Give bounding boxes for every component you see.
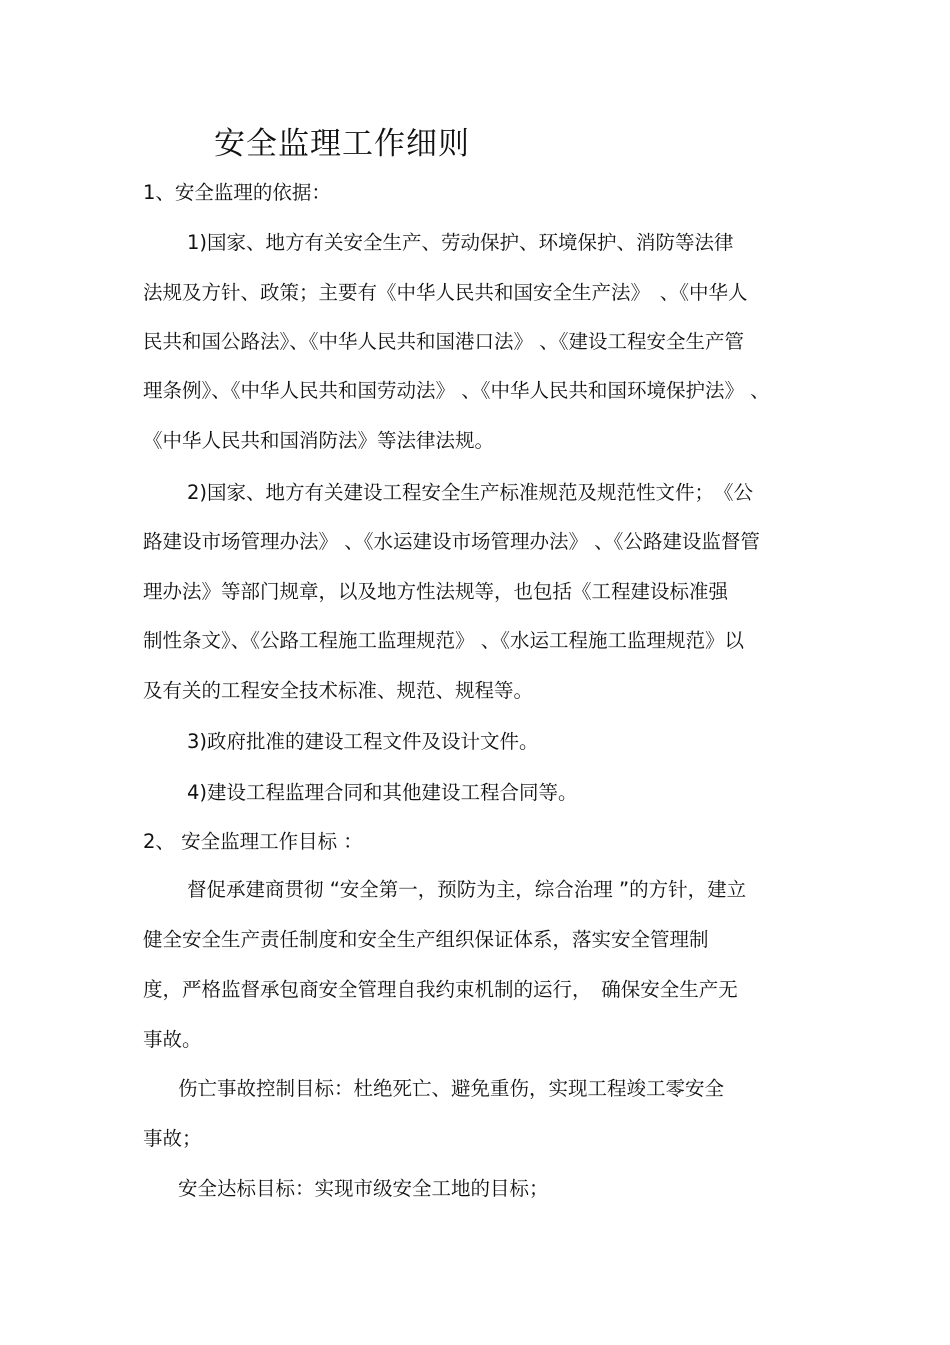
- paragraph-line: 制性条文》、《公路工程施工监理规范》 、《水运工程施工监理规范》以: [143, 629, 744, 652]
- paragraph-line: 度，严格监督承包商安全管理自我约束机制的运行， 确保安全生产无: [143, 978, 738, 1001]
- section-heading-2: 2、 安全监理工作目标 ：: [143, 830, 363, 853]
- paragraph-line: 《中华人民共和国消防法》等法律法规。: [143, 429, 495, 452]
- paragraph-line: 安全达标目标：实现市级安全工地的目标；: [178, 1177, 549, 1200]
- paragraph-line: 4)建设工程监理合同和其他建设工程合同等。: [187, 781, 578, 804]
- paragraph-line: 理办法》等部门规章，以及地方性法规等，也包括《工程建设标准强: [143, 580, 729, 603]
- paragraph-line: 健全安全生产责任制度和安全生产组织保证体系，落实安全管理制: [143, 928, 709, 951]
- paragraph-line: 2)国家、地方有关建设工程安全生产标准规范及规范性文件； 《公: [187, 481, 754, 504]
- document-title: 安全监理工作细则: [214, 126, 470, 162]
- paragraph-line: 民共和国公路法》、《中华人民共和国港口法》 、《建设工程安全生产管: [143, 330, 744, 353]
- paragraph-line: 法规及方针、政策；主要有《中华人民共和国安全生产法》 、《中华人: [143, 281, 748, 304]
- paragraph-line: 理条例》、《中华人民共和国劳动法》 、《中华人民共和国环境保护法》 、: [143, 379, 770, 402]
- paragraph-line: 事故；: [143, 1127, 202, 1150]
- paragraph-line: 伤亡事故控制目标：杜绝死亡、避免重伤，实现工程竣工零安全: [178, 1077, 725, 1100]
- paragraph-line: 3)政府批准的建设工程文件及设计文件。: [187, 730, 539, 753]
- section-heading-1: 1、安全监理的依据：: [143, 181, 331, 204]
- paragraph-line: 督促承建商贯彻 “安全第一，预防为主，综合治理 ”的方针，建立: [187, 878, 747, 901]
- paragraph-line: 路建设市场管理办法》 、《水运建设市场管理办法》 、《公路建设监督管: [143, 530, 760, 553]
- paragraph-line: 事故。: [143, 1028, 202, 1051]
- paragraph-line: 及有关的工程安全技术标准、规范、规程等。: [143, 679, 534, 702]
- paragraph-line: 1)国家、地方有关安全生产、劳动保护、环境保护、消防等法律: [187, 231, 734, 254]
